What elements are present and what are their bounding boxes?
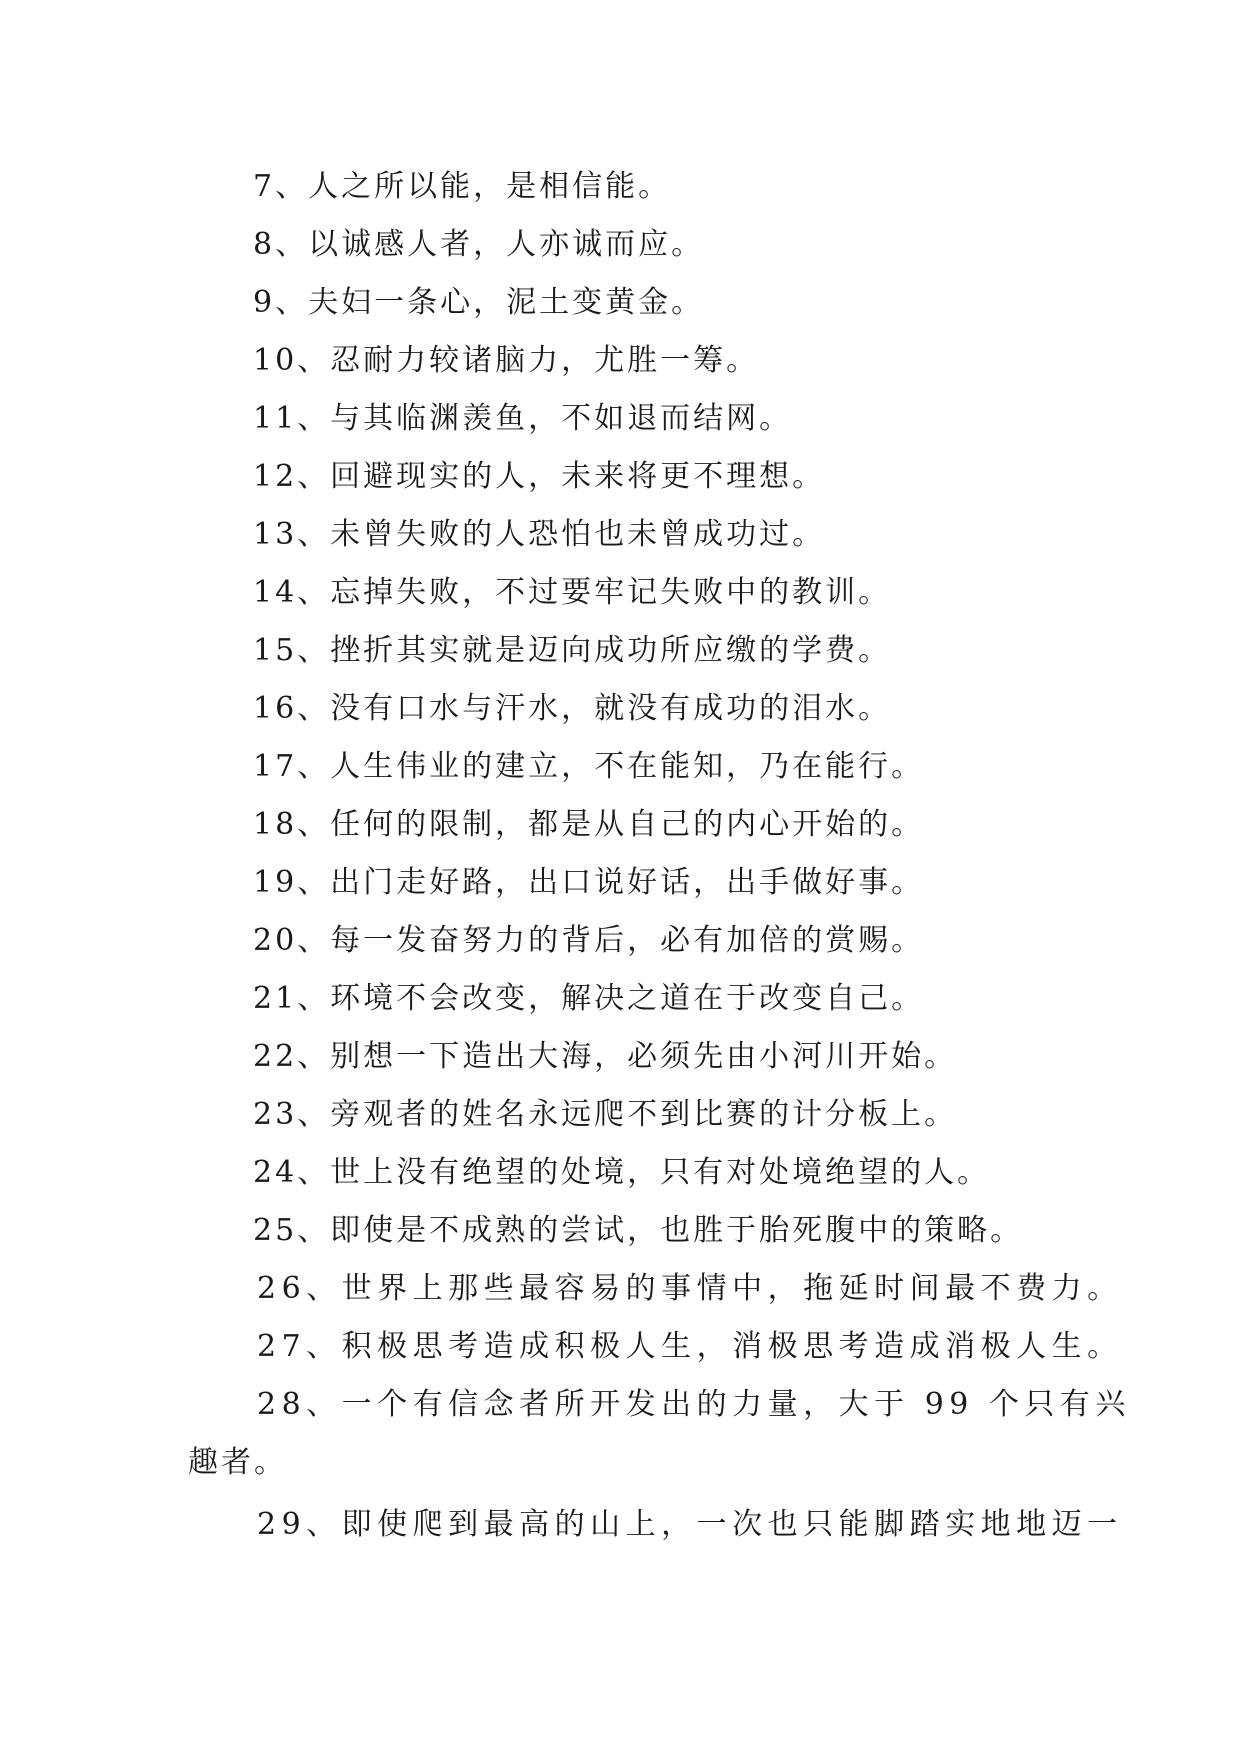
quote-line-22: 22、别想一下造出大海，必须先由小河川开始。 xyxy=(253,1039,958,1074)
quote-line-19: 19、出门走好路，出口说好话，出手做好事。 xyxy=(253,865,925,900)
quote-line-16: 16、没有口水与汗水，就没有成功的泪水。 xyxy=(253,691,892,726)
quote-line-10: 10、忍耐力较诸脑力，尤胜一筹。 xyxy=(253,343,760,378)
quote-line-18: 18、任何的限制，都是从自己的内心开始的。 xyxy=(253,807,925,842)
quote-line-14: 14、忘掉失败，不过要牢记失败中的教训。 xyxy=(253,575,892,610)
quote-line-7: 7、人之所以能，是相信能。 xyxy=(253,169,672,204)
quote-line-27: 27、积极思考造成积极人生，消极思考造成消极人生。 xyxy=(257,1329,1123,1364)
quote-line-15: 15、挫折其实就是迈向成功所应缴的学费。 xyxy=(253,633,892,668)
quote-line-20: 20、每一发奋努力的背后，必有加倍的赏赐。 xyxy=(253,923,925,958)
quote-line-29: 29、即使爬到最高的山上，一次也只能脚踏实地地迈一 xyxy=(257,1507,1123,1542)
quote-line-28: 28、一个有信念者所开发出的力量，大于 99 个只有兴 xyxy=(257,1387,1131,1422)
quote-line-24: 24、世上没有绝望的处境，只有对处境绝望的人。 xyxy=(253,1155,991,1190)
quote-line-21: 21、环境不会改变，解决之道在于改变自己。 xyxy=(253,981,925,1016)
quote-line-25: 25、即使是不成熟的尝试，也胜于胎死腹中的策略。 xyxy=(253,1213,1024,1248)
quote-line-12: 12、回避现实的人，未来将更不理想。 xyxy=(253,459,826,494)
quote-line-23: 23、旁观者的姓名永远爬不到比赛的计分板上。 xyxy=(253,1097,958,1132)
quote-list xyxy=(0,158,1241,1554)
quote-line-9: 9、夫妇一条心，泥土变黄金。 xyxy=(253,285,705,320)
quote-line-8: 8、以诚感人者，人亦诚而应。 xyxy=(253,227,705,262)
quote-line-17: 17、人生伟业的建立，不在能知，乃在能行。 xyxy=(253,749,925,784)
quote-line-13: 13、未曾失败的人恐怕也未曾成功过。 xyxy=(253,517,826,552)
quote-line-26: 26、世界上那些最容易的事情中，拖延时间最不费力。 xyxy=(257,1271,1123,1306)
quote-line-11: 11、与其临渊羡鱼，不如退而结网。 xyxy=(253,401,793,436)
quote-line-28-continued: 趣者。 xyxy=(188,1445,287,1480)
